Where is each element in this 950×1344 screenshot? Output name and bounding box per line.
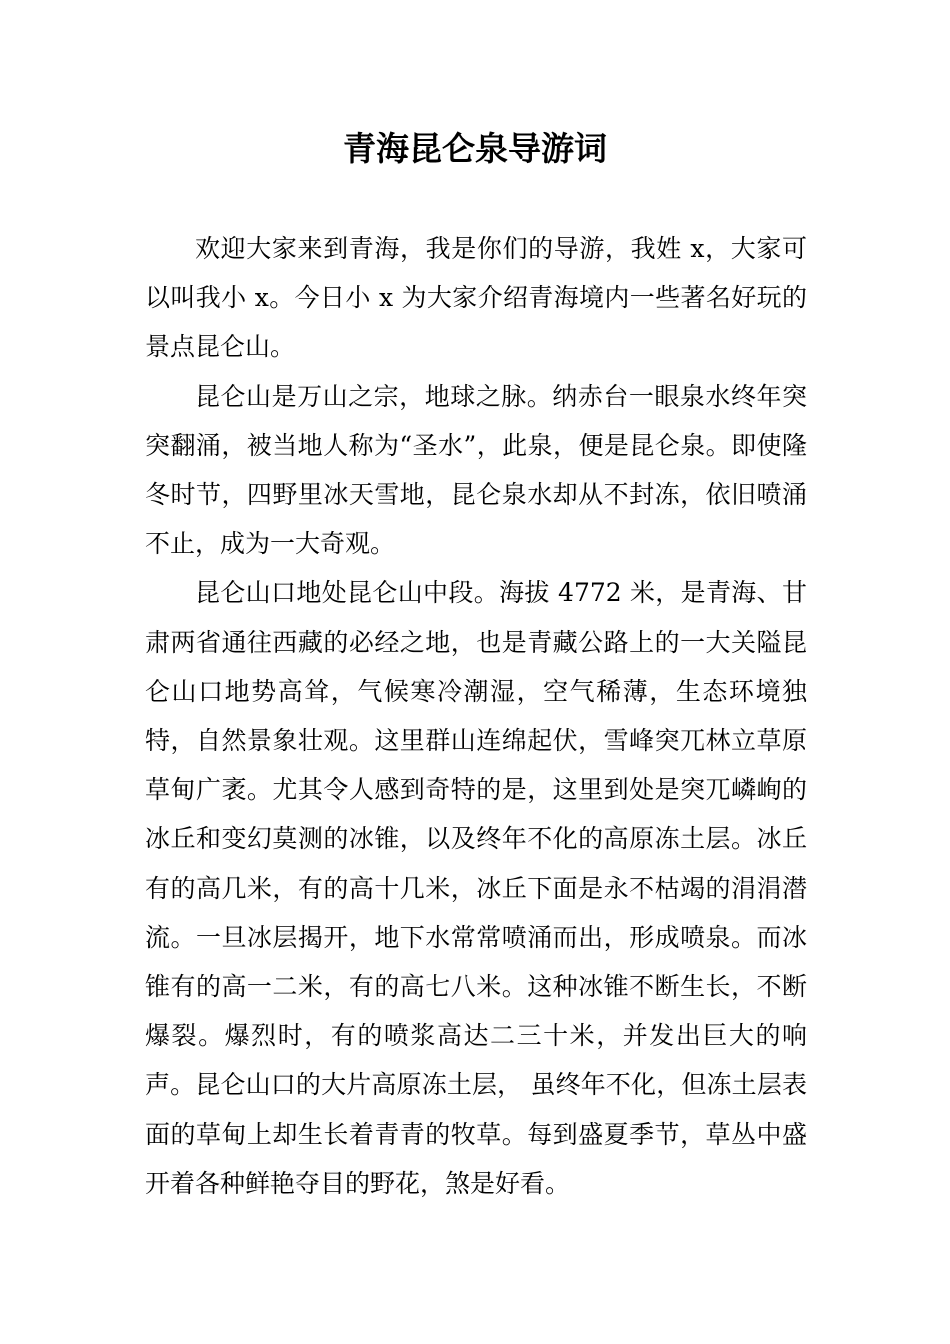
document-body — [145, 224, 807, 1208]
paragraph-kunlun-spring: 昆仑山是万山之宗，地球之脉。纳赤台一眼泉水终年突突翻涌，被当地人称为“圣水”，此泉，便是昆仑泉。即使隆冬时节，四野里冰天雪地，昆仑泉水却从不封冻，依旧喷涌不止，成为一大奇观。 — [145, 381, 807, 559]
document-title: 青海昆仑泉导游词 — [343, 129, 607, 168]
paragraph-kunlun-pass: 昆仑山口地处昆仑山中段。海拔 4772 米，是青海、甘肃两省通往西藏的必经之地，也是青藏公路上的一大关隘昆仑山口地势高耸，气候寒冷潮湿，空气稀薄，生态环境独特，自然景象壮观。这里群山连绵起伏，雪峰突兀林立草原草甸广袤。尤其令人感到奇特的是，这里到处是突兀嶙峋的冰丘和变幻莫测的冰锥，以及终年不化的高原冻土层。冰丘有的高几米，有的高十几米，冰丘下面是永不枯竭的涓涓潜流。一旦冰层揭开，地下水常常喷涌而出，形成喷泉。而冰锥有的高一二米，有的高七八米。这种冰锥不断生长，不断爆裂。爆烈时，有的喷浆高达二三十米，并发出巨大的响声。昆仑山口的大片高原冻土层， 虽终年不化，但冻土层表面的草甸上却生长着青青的牧草。每到盛夏季节，草丛中盛开着各种鲜艳夺目的野花，煞是好看。 — [145, 578, 807, 1198]
paragraph-intro: 欢迎大家来到青海，我是你们的导游，我姓 x，大家可以叫我小 x。今日小 x 为大家介绍青海境内一些著名好玩的景点昆仑山。 — [145, 234, 807, 362]
